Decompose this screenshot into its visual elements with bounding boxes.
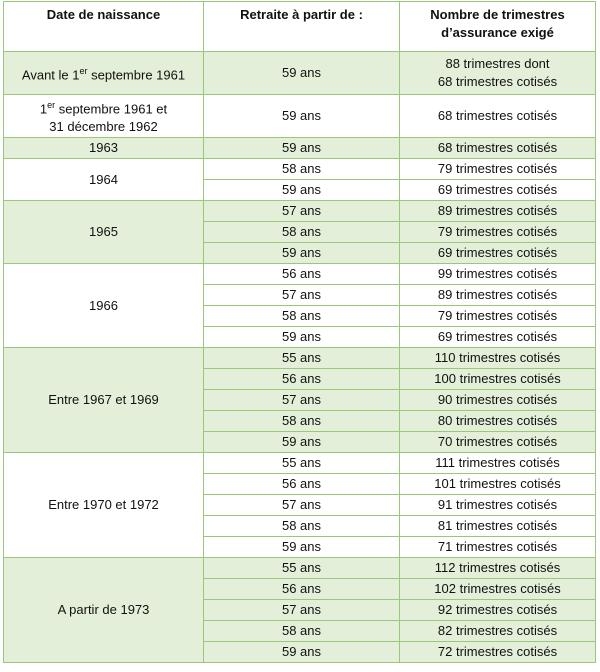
required-quarters-value: 68 trimestres cotisés [437,74,558,89]
required-quarters-value: 101 trimestres cotisés [434,476,561,491]
header-required-quarters [400,2,596,52]
required-quarters-cell [400,600,596,621]
required-quarters-cell [400,558,596,579]
required-quarters-value: 79 trimestres cotisés [437,308,558,323]
birth-date-label: 1963 [89,140,118,155]
required-quarters-cell [400,369,596,390]
retirement-age-value: 57 ans [281,392,322,407]
retirement-age-cell [204,558,400,579]
table-body [4,52,596,663]
retirement-age-cell [204,306,400,327]
required-quarters-value: 102 trimestres cotisés [434,581,561,596]
required-quarters-cell [400,52,596,95]
required-quarters-value: 88 trimestres dont [445,56,550,71]
required-quarters-cell [400,222,596,243]
required-quarters-value: 79 trimestres cotisés [437,224,558,239]
birth-date-text: septembre 1961 [87,67,186,83]
retirement-age-value: 59 ans [281,329,322,344]
retirement-age-cell [204,516,400,537]
birth-date-line-1 [8,62,199,84]
required-quarters-value: 68 trimestres cotisés [437,108,558,123]
required-quarters-value: 91 trimestres cotisés [437,497,558,512]
retirement-age-cell [204,537,400,558]
retirement-age-value: 57 ans [281,497,322,512]
header-birth-date [4,2,204,52]
retirement-table [3,1,596,663]
retirement-age-value: 58 ans [281,413,322,428]
table-row [4,95,596,138]
birth-date-cell [4,348,204,453]
required-quarters-cell [400,95,596,138]
required-quarters-value: 112 trimestres cotisés [434,560,561,575]
retirement-age-value: 59 ans [281,644,322,659]
required-quarters-cell [400,390,596,411]
required-quarters-value: 92 trimestres cotisés [437,602,558,617]
retirement-age-value: 57 ans [281,203,322,218]
required-quarters-value: 69 trimestres cotisés [437,245,558,260]
retirement-age-cell [204,642,400,663]
retirement-age-cell [204,348,400,369]
required-quarters-value: 79 trimestres cotisés [437,161,558,176]
retirement-age-value: 59 ans [281,245,322,260]
required-quarters-value: 100 trimestres cotisés [434,371,561,386]
required-quarters-value: 99 trimestres cotisés [437,266,558,281]
retirement-age-cell [204,243,400,264]
retirement-age-cell [204,390,400,411]
header-birth-label: Date de naissance [46,7,161,22]
retirement-age-value: 58 ans [281,308,322,323]
required-quarters-value: 70 trimestres cotisés [437,434,558,449]
table-row [4,201,596,222]
required-quarters-cell [400,642,596,663]
retirement-age-cell [204,411,400,432]
required-quarters-cell [400,495,596,516]
retirement-age-value: 57 ans [281,602,322,617]
retirement-age-cell [204,95,400,138]
required-quarters-value: 69 trimestres cotisés [437,182,558,197]
retirement-age-value: 58 ans [281,623,322,638]
required-quarters-value: 90 trimestres cotisés [437,392,558,407]
birth-date-label: Entre 1967 et 1969 [48,392,159,407]
header-retire-label: Retraite à partir de : [240,7,363,22]
required-quarters-cell [400,432,596,453]
retirement-age-cell [204,474,400,495]
birth-date-cell [4,453,204,558]
retirement-age-cell [204,453,400,474]
retirement-age-value: 58 ans [281,224,322,239]
required-quarters-cell [400,411,596,432]
birth-date-cell [4,138,204,159]
required-quarters-cell [400,180,596,201]
birth-date-cell [4,52,204,95]
retirement-age-cell [204,180,400,201]
table-row [4,159,596,180]
birth-date-line-2: 31 décembre 1962 [49,119,158,135]
birth-date-cell [4,264,204,348]
required-quarters-cell [400,264,596,285]
header-quarters-line-2: d’assurance exigé [441,25,554,40]
table-row [4,558,596,579]
required-quarters-cell [400,138,596,159]
ordinal-superscript: er [79,65,88,76]
required-quarters-value: 69 trimestres cotisés [437,329,558,344]
table-row [4,348,596,369]
birth-date-text: Avant le 1 [21,67,80,83]
retirement-age-cell [204,264,400,285]
required-quarters-cell [400,327,596,348]
table-row [4,138,596,159]
ordinal-superscript: er [47,99,56,110]
retirement-age-value: 55 ans [281,560,322,575]
birth-date-label: A partir de 1973 [57,602,150,617]
retirement-age-cell [204,285,400,306]
retirement-age-value: 59 ans [281,65,322,80]
retirement-age-value: 57 ans [281,287,322,302]
birth-date-label: 1965 [89,224,118,239]
retirement-age-cell [204,579,400,600]
retirement-age-value: 59 ans [281,182,322,197]
birth-date-line-1 [8,96,199,118]
required-quarters-value: 110 trimestres cotisés [434,350,561,365]
required-quarters-cell [400,201,596,222]
required-quarters-cell [400,579,596,600]
header-quarters-line-1: Nombre de trimestres [430,7,565,22]
retirement-age-cell [204,432,400,453]
retirement-age-cell [204,201,400,222]
required-quarters-value: 81 trimestres cotisés [437,518,558,533]
retirement-age-cell [204,138,400,159]
retirement-age-cell [204,600,400,621]
header-row [4,2,596,52]
required-quarters-value: 80 trimestres cotisés [437,413,558,428]
required-quarters-value: 89 trimestres cotisés [437,203,558,218]
retirement-age-value: 56 ans [281,371,322,386]
required-quarters-value: 82 trimestres cotisés [437,623,558,638]
required-quarters-cell [400,621,596,642]
birth-date-label: 1966 [89,297,118,313]
retirement-age-cell [204,159,400,180]
required-quarters-cell [400,159,596,180]
birth-date-cell [4,201,204,264]
required-quarters-cell [400,474,596,495]
retirement-age-cell [204,52,400,95]
retirement-age-cell [204,327,400,348]
retirement-age-value: 56 ans [281,581,322,596]
retirement-age-value: 55 ans [281,455,322,470]
table-row [4,264,596,285]
birth-date-text: septembre 1961 et [55,101,168,117]
retirement-age-value: 59 ans [281,140,322,155]
table-row [4,52,596,95]
birth-date-cell [4,95,204,138]
required-quarters-value: 68 trimestres cotisés [437,140,558,155]
required-quarters-cell [400,537,596,558]
retirement-age-value: 59 ans [281,108,322,123]
required-quarters-cell [400,243,596,264]
birth-date-label: 1964 [89,171,118,187]
retirement-age-cell [204,369,400,390]
retirement-age-cell [204,495,400,516]
required-quarters-cell [400,285,596,306]
retirement-age-cell [204,222,400,243]
birth-date-cell [4,159,204,201]
birth-date-label: Entre 1970 et 1972 [48,497,159,512]
retirement-age-value: 59 ans [281,434,322,449]
retirement-age-value: 56 ans [281,476,322,491]
header-retirement-age [204,2,400,52]
required-quarters-value: 71 trimestres cotisés [437,539,558,554]
required-quarters-cell [400,348,596,369]
required-quarters-value: 89 trimestres cotisés [437,287,558,302]
required-quarters-value: 111 trimestres cotisés [435,455,560,470]
retirement-age-value: 55 ans [281,350,322,365]
required-quarters-value: 72 trimestres cotisés [437,644,558,659]
table-row [4,453,596,474]
retirement-age-value: 58 ans [281,161,322,176]
required-quarters-cell [400,306,596,327]
retirement-age-value: 56 ans [281,266,322,281]
retirement-age-value: 58 ans [281,518,322,533]
required-quarters-cell [400,453,596,474]
retirement-age-value: 59 ans [281,539,322,554]
retirement-age-cell [204,621,400,642]
birth-date-text: 1 [39,101,48,117]
birth-date-cell [4,558,204,663]
required-quarters-cell [400,516,596,537]
